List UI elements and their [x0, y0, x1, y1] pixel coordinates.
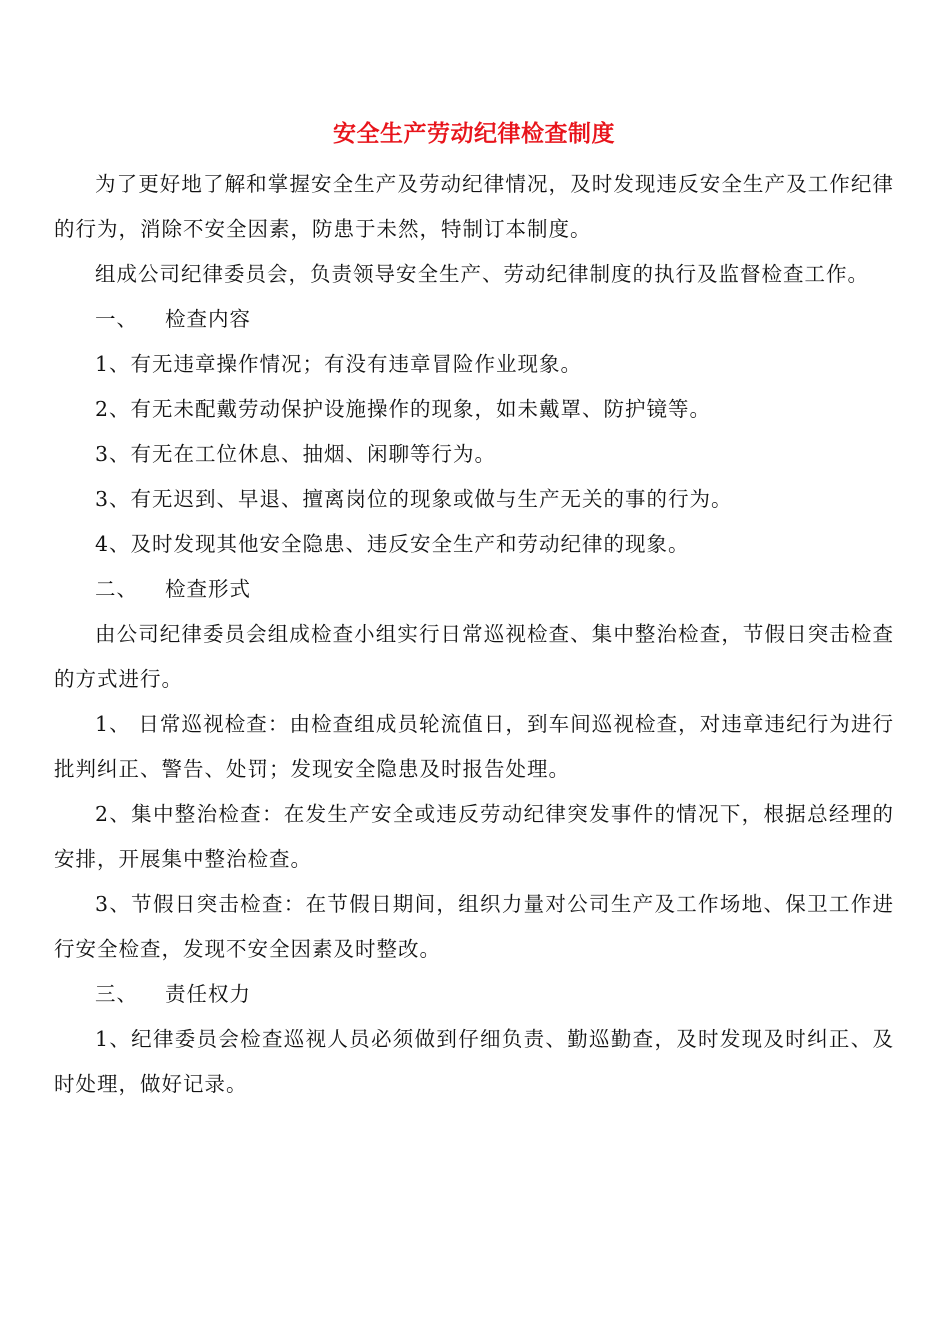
section-heading-1: [54, 297, 894, 342]
list-item: 2、集中整治检查：在发生产安全或违反劳动纪律突发事件的情况下，根据总经理的安排，开展集中整治检查。: [54, 802, 894, 871]
section-2-intro: 由公司纪律委员会组成检查小组实行日常巡视检查、集中整治检查，节假日突击检查的方式进行。: [54, 622, 894, 691]
intro-paragraph-1: 为了更好地了解和掌握安全生产及劳动纪律情况，及时发现违反安全生产及工作纪律的行为，消除不安全因素，防患于未然，特制订本制度。: [54, 172, 894, 241]
section-heading-2: [54, 567, 894, 612]
section-number: 二、: [95, 577, 138, 601]
list-item: 3、有无迟到、早退、擅离岗位的现象或做与生产无关的事的行为。: [95, 487, 733, 511]
section-heading-3: [54, 972, 894, 1017]
section-title: 检查内容: [165, 307, 251, 331]
list-item: 1、 日常巡视检查：由检查组成员轮流值日，到车间巡视检查，对违章违纪行为进行批判纠正、警告、处罚；发现安全隐患及时报告处理。: [54, 712, 894, 781]
section-title: 检查形式: [165, 577, 251, 601]
list-item: 3、有无在工位休息、抽烟、闲聊等行为。: [95, 442, 497, 466]
intro-paragraph-2: 组成公司纪律委员会，负责领导安全生产、劳动纪律制度的执行及监督检查工作。: [95, 262, 869, 286]
list-item: 1、纪律委员会检查巡视人员必须做到仔细负责、勤巡勤查，及时发现及时纠正、及时处理，做好记录。: [54, 1027, 894, 1096]
list-item: 4、及时发现其他安全隐患、违反安全生产和劳动纪律的现象。: [95, 532, 690, 556]
list-item: 2、有无未配戴劳动保护设施操作的现象，如未戴罩、防护镜等。: [95, 397, 712, 421]
list-item: 1、有无违章操作情况；有没有违章冒险作业现象。: [95, 352, 583, 376]
section-number: 三、: [95, 982, 138, 1006]
list-item: 3、节假日突击检查：在节假日期间，组织力量对公司生产及工作场地、保卫工作进行安全检查，发现不安全因素及时整改。: [54, 892, 894, 961]
section-number: 一、: [95, 307, 138, 331]
document-title: 安全生产劳动纪律检查制度: [333, 120, 615, 147]
section-title: 责任权力: [165, 982, 251, 1006]
